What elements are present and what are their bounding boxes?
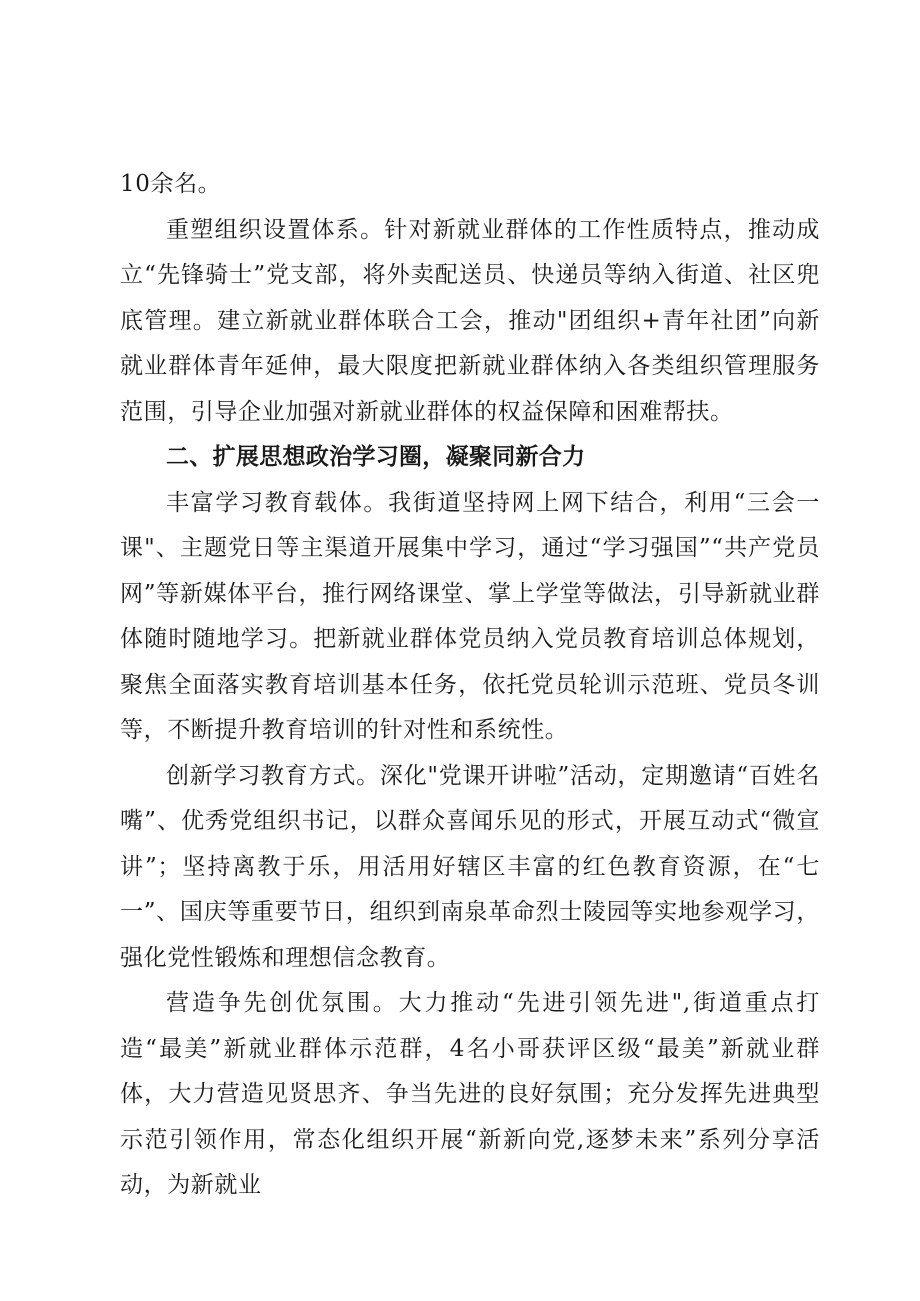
paragraph-organization-setup: 重塑组织设置体系。针对新就业群体的工作性质特点，推动成立“先锋骑士”党支部，将外卖配送员、快递员等纳入街道、社区兜底管理。建立新就业群体联合工会，推动"团组织+青年社团”向新就业群体青年延伸，最大限度把新就业群体纳入各类组织管理服务范围，引导企业加强对新就业群体的权益保障和困难帮扶。: [120, 216, 820, 425]
section-heading: 二、扩展思想政治学习圈，凝聚同新合力: [166, 444, 586, 470]
paragraph-learning-carrier: 丰富学习教育载体。我街道坚持网上网下结合，利用“三会一课"、主题党日等主渠道开展集中学习，通过“学习强国”“共产党员网”等新媒体平台，推行网络课堂、掌上学堂等做法，引导新就业群体随时随地学习。把新就业群体党员纳入党员教育培训总体规划，聚焦全面落实教育培训基本任务，依托党员轮训示范班、党员冬训等，不断提升教育培训的针对性和系统性。: [120, 489, 820, 743]
paragraph-excellence-atmosphere: 营造争先创优氛围。大力推动“先进引领先进",街道重点打造“最美”新就业群体示范群，4名小哥获评区级“最美”新就业群体，大力营造见贤思齐、争当先进的良好氛围；充分发挥先进典型示范引领作用，常态化组织开展“新新向党,逐梦未来”系列分享活动，为新就业: [120, 990, 820, 1198]
paragraph-learning-method: 创新学习教育方式。深化"党课开讲啦”活动，定期邀请“百姓名嘴”、优秀党组织书记，以群众喜闻乐见的形式，开展互动式“微宣讲”；坚持离教于乐，用活用好辖区丰富的红色教育资源，在“七一”、国庆等重要节日，组织到南泉革命烈士陵园等实地参观学习，强化党性锻炼和理想信念教育。: [120, 762, 820, 971]
document-body: [120, 162, 820, 1209]
continuation-paragraph: 10余名。: [120, 171, 222, 197]
